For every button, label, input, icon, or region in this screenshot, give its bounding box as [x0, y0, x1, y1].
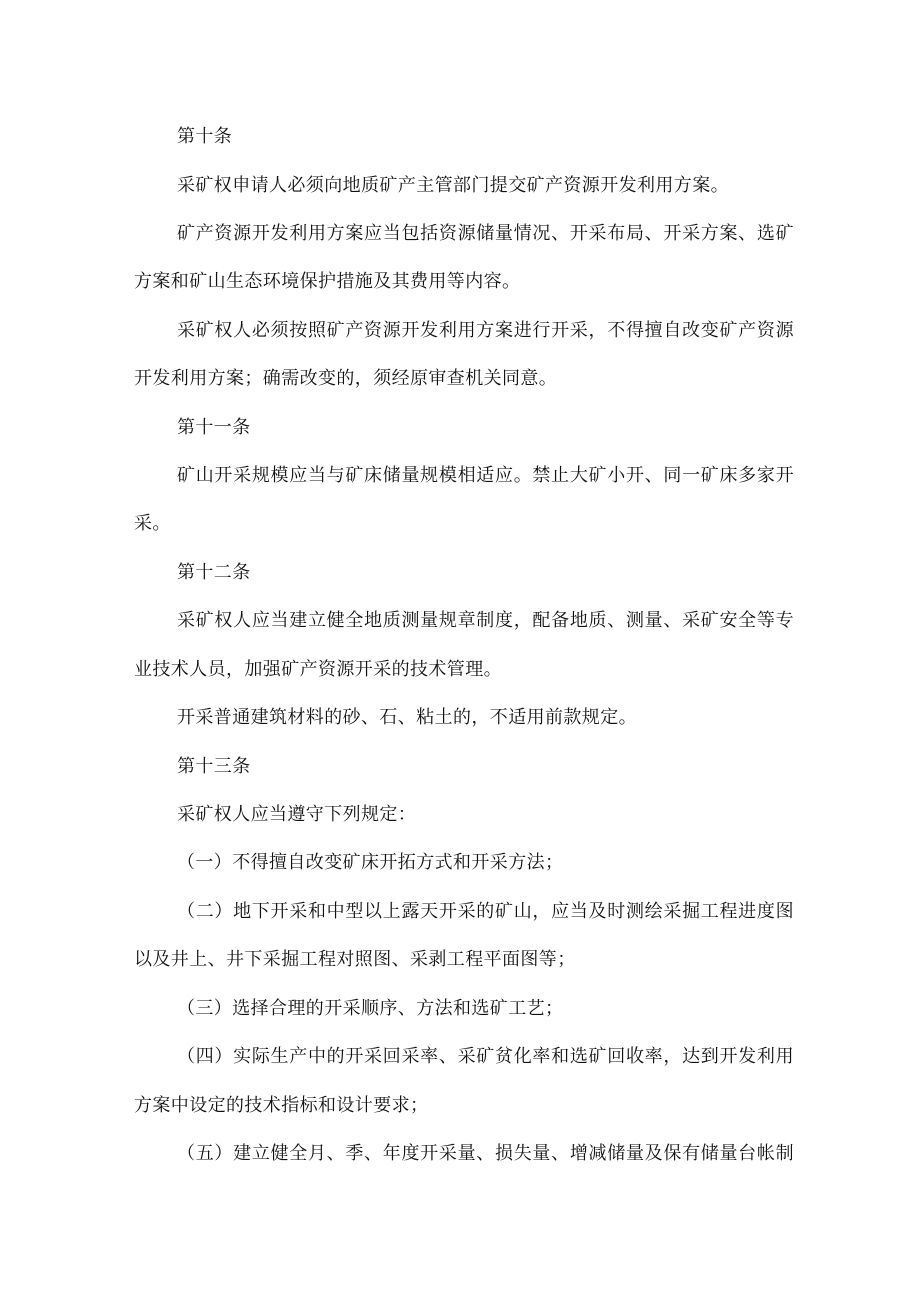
- list-item-3: （三）选择合理的开采顺序、方法和选矿工艺；: [177, 998, 564, 1019]
- paragraph-line: 开采普通建筑材料的砂、石、粘土的，不适用前款规定。: [177, 707, 637, 728]
- paragraph-line: 采矿权人应当建立健全地质测量规章制度，配备地质、测量、采矿安全等专: [177, 610, 794, 631]
- paragraph-line: 业技术人员，加强矿产资源开采的技术管理。: [134, 659, 502, 680]
- paragraph-line: 采矿权申请人必须向地质矿产主管部门提交矿产资源开发利用方案。: [177, 175, 729, 196]
- paragraph-line: 采矿权人应当遵守下列规定：: [177, 804, 417, 825]
- paragraph-line: 采。: [134, 513, 171, 534]
- article-10-heading: 第十条: [177, 126, 233, 147]
- paragraph-line: 开发利用方案；确需改变的，须经原审查机关同意。: [134, 368, 558, 389]
- paragraph-line: 采矿权人必须按照矿产资源开发利用方案进行开采，不得擅自改变矿产资源: [177, 320, 794, 341]
- article-12-heading: 第十二条: [177, 562, 251, 583]
- paragraph-line: 以及井上、井下采掘工程对照图、采剥工程平面图等；: [134, 949, 576, 970]
- list-item-2: （二）地下开采和中型以上露天开采的矿山，应当及时测绘采掘工程进度图: [177, 901, 794, 922]
- list-item-1: （一）不得擅自改变矿床开拓方式和开采方法；: [177, 852, 564, 873]
- paragraph-line: 矿山开采规模应当与矿床储量规模相适应。禁止大矿小开、同一矿床多家开: [177, 465, 794, 486]
- article-11-heading: 第十一条: [177, 417, 251, 438]
- paragraph-line: 方案中设定的技术指标和设计要求；: [134, 1095, 429, 1116]
- paragraph-line: 方案和矿山生态环境保护措施及其费用等内容。: [134, 271, 521, 292]
- list-item-5: （五）建立健全月、季、年度开采量、损失量、增减储量及保有储量台帐制: [177, 1143, 794, 1164]
- list-item-4: （四）实际生产中的开采回采率、采矿贫化率和选矿回收率，达到开发利用: [177, 1046, 794, 1067]
- article-13-heading: 第十三条: [177, 756, 251, 777]
- paragraph-line: 矿产资源开发利用方案应当包括资源储量情况、开采布局、开采方案、选矿: [177, 223, 794, 244]
